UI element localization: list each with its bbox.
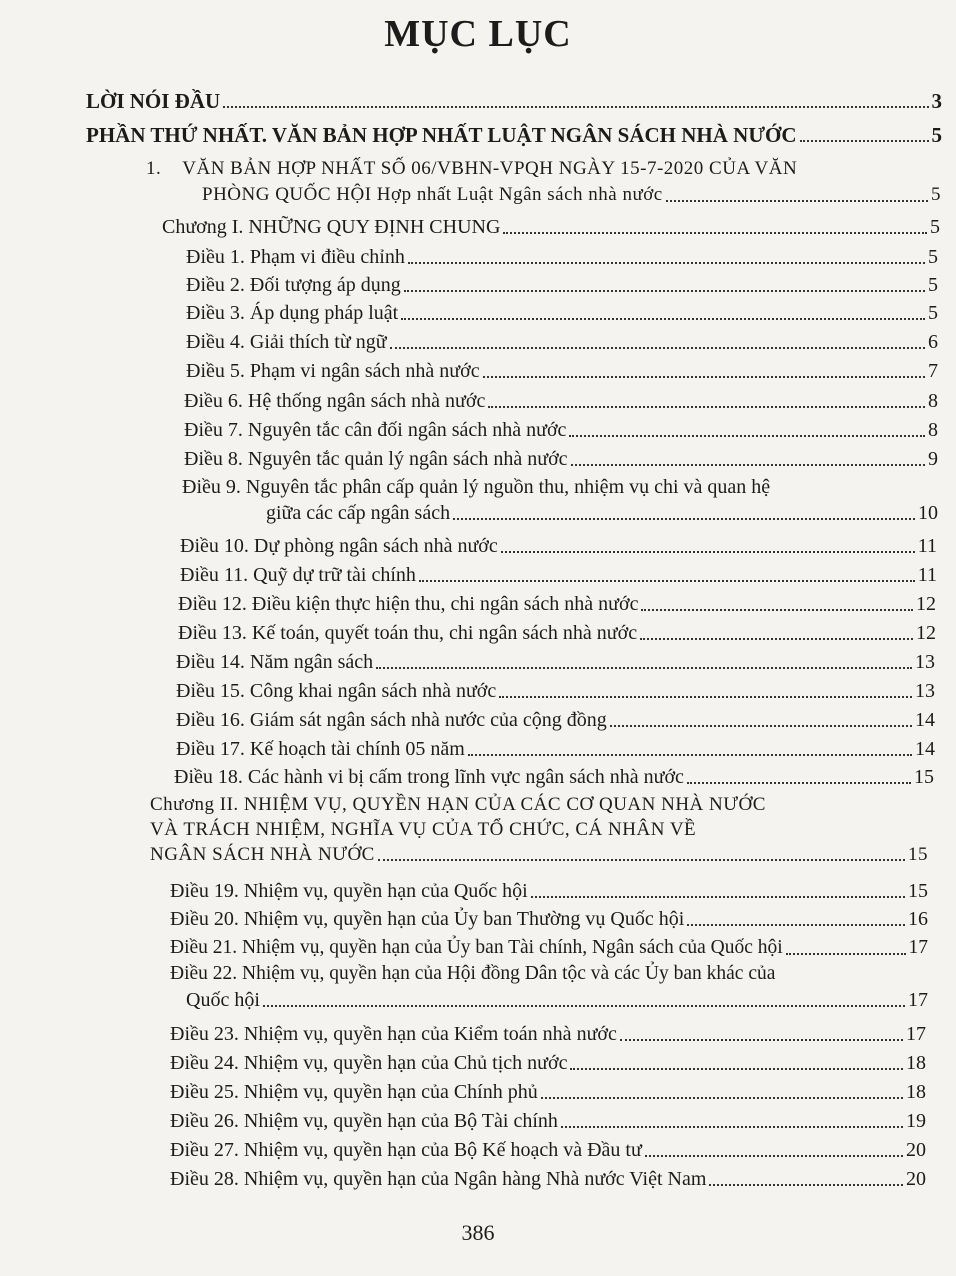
toc-entry-text: Điều 12. Điều kiện thực hiện thu, chi ngân sách nhà nước [178, 593, 639, 615]
leader-dots [687, 923, 905, 926]
leader-dots [223, 105, 928, 108]
toc-entry-article[interactable] [176, 678, 935, 704]
toc-entry-page: 17 [908, 937, 928, 958]
toc-entry-page: 5 [931, 184, 941, 205]
toc-entry-page: 18 [906, 1081, 926, 1103]
toc-entry-text: Điều 15. Công khai ngân sách nhà nước [176, 680, 497, 702]
toc-entry-page: 7 [928, 360, 938, 382]
toc-entry-text: Điều 20. Nhiệm vụ, quyền hạn của Ủy ban Thường vụ Quốc hội [170, 908, 685, 930]
toc-entry-part-one[interactable] [86, 122, 942, 148]
toc-entry-page: 15 [908, 880, 928, 902]
toc-entry-article[interactable] [180, 533, 937, 559]
toc-entry-page: 14 [915, 709, 935, 731]
leader-dots [800, 139, 929, 142]
toc-entry-page: 15 [914, 766, 934, 788]
toc-entry-article[interactable] [186, 272, 938, 298]
toc-entry-article[interactable] [170, 878, 928, 904]
toc-entry-text: PHẦN THỨ NHẤT. VĂN BẢN HỢP NHẤT LUẬT NGÂN SÁCH NHÀ NƯỚC [86, 123, 797, 147]
toc-entry-page: 14 [915, 738, 935, 760]
toc-entry-chapter-1[interactable] [162, 214, 940, 240]
toc-entry-text: Điều 13. Kế toán, quyết toán thu, chi ngân sách nhà nước [178, 622, 638, 644]
leader-dots [376, 666, 912, 669]
toc-entry-article[interactable] [170, 1166, 926, 1192]
toc-entry-article[interactable] [170, 1079, 926, 1105]
toc-entry-page: 5 [928, 246, 938, 268]
toc-entry-article[interactable] [186, 329, 938, 355]
toc-entry-page: 12 [916, 593, 936, 615]
toc-entry-article[interactable] [184, 446, 938, 472]
toc-entry-article[interactable] [170, 935, 928, 961]
toc-entry-page: 8 [928, 419, 938, 441]
toc-entry-text: Điều 19. Nhiệm vụ, quyền hạn của Quốc hội [170, 880, 528, 902]
toc-entry-page: 15 [908, 844, 928, 865]
toc-entry-text: Điều 6. Hệ thống ngân sách nhà nước [184, 390, 486, 412]
leader-dots [419, 579, 915, 582]
leader-dots [641, 608, 913, 611]
leader-dots [666, 199, 928, 202]
toc-entry-text: Điều 11. Quỹ dự trữ tài chính [180, 564, 416, 586]
toc-entry-text: Chương I. NHỮNG QUY ĐỊNH CHUNG [162, 216, 501, 238]
toc-entry-page: 17 [908, 989, 928, 1011]
toc-entry-page: 20 [906, 1168, 926, 1190]
toc-entry-article[interactable] [170, 1108, 926, 1134]
toc-entry-text-line2: VÀ TRÁCH NHIỆM, NGHĨA VỤ CỦA TỔ CHỨC, CÁ NHÂN VỀ [150, 819, 697, 840]
toc-entry-page: 9 [928, 448, 938, 470]
toc-entry-text: Điều 16. Giám sát ngân sách nhà nước của cộng đồng [176, 709, 607, 731]
leader-dots [483, 375, 925, 378]
toc-entry-text-line2: PHÒNG QUỐC HỘI Hợp nhất Luật Ngân sách nhà nước [202, 184, 663, 205]
leader-dots [503, 231, 927, 234]
leader-dots [610, 724, 912, 727]
toc-entry-page: 5 [930, 216, 940, 238]
toc-entry-text-line2: giữa các cấp ngân sách [266, 502, 451, 524]
toc-entry-text: Điều 5. Phạm vi ngân sách nhà nước [186, 360, 480, 382]
toc-entry-text: Điều 7. Nguyên tắc cân đối ngân sách nhà nước [184, 419, 567, 441]
leader-dots [378, 858, 905, 861]
toc-entry-text: Điều 28. Nhiệm vụ, quyền hạn của Ngân hàng Nhà nước Việt Nam [170, 1168, 707, 1190]
toc-entry-article[interactable] [170, 1050, 926, 1076]
leader-dots [531, 895, 905, 898]
toc-entry-article[interactable] [170, 1021, 926, 1047]
leader-dots [570, 1067, 903, 1070]
toc-entry-text-line1: Điều 9. Nguyên tắc phân cấp quản lý nguồn thu, nhiệm vụ chi và quan hệ [182, 476, 771, 498]
leader-dots [620, 1038, 903, 1041]
toc-entry-page: 17 [906, 1023, 926, 1045]
leader-dots [408, 261, 925, 264]
toc-entry-text: Điều 1. Phạm vi điều chỉnh [186, 246, 405, 268]
leader-dots [561, 1125, 903, 1128]
toc-entry-page: 5 [931, 123, 942, 147]
toc-entry-page: 3 [931, 89, 942, 113]
leader-dots [453, 517, 915, 520]
leader-dots [263, 1004, 905, 1007]
toc-entry-text: Điều 3. Áp dụng pháp luật [186, 302, 399, 324]
toc-entry-text: Điều 23. Nhiệm vụ, quyền hạn của Kiểm toán nhà nước [170, 1023, 617, 1045]
toc-entry-page: 10 [918, 502, 938, 524]
toc-entry-page: 6 [928, 331, 938, 353]
toc-entry-text-line3: NGÂN SÁCH NHÀ NƯỚC [150, 844, 375, 865]
toc-entry-article[interactable] [184, 417, 938, 443]
toc-entry-text: Điều 14. Năm ngân sách [176, 651, 374, 673]
leader-dots [569, 434, 925, 437]
toc-entry-text-line2: Quốc hội [186, 989, 260, 1011]
toc-entry-text-line1: Điều 22. Nhiệm vụ, quyền hạn của Hội đồng Dân tộc và các Ủy ban khác của [170, 963, 776, 984]
toc-entry-article[interactable] [176, 736, 935, 762]
toc-entry-article[interactable] [186, 358, 938, 384]
toc-entry-page: 5 [928, 274, 938, 296]
toc-entry-page: 18 [906, 1052, 926, 1074]
toc-entry-text: Điều 21. Nhiệm vụ, quyền hạn của Ủy ban Tài chính, Ngân sách của Quốc hội [170, 937, 783, 958]
toc-entry-text: LỜI NÓI ĐẦU [86, 89, 221, 113]
toc-entry-page: 11 [917, 535, 937, 557]
leader-dots [401, 317, 925, 320]
toc-entry-article[interactable] [180, 562, 937, 588]
leader-dots [501, 550, 915, 553]
leader-dots [468, 753, 912, 756]
page-title: MỤC LỤC [384, 13, 572, 55]
toc-entry-text: Điều 2. Đối tượng áp dụng [186, 274, 401, 296]
toc-entry-article[interactable] [178, 620, 936, 646]
toc-entry-article[interactable] [178, 591, 936, 617]
page-number: 386 [461, 1220, 495, 1245]
toc-entry-document-1[interactable] [146, 156, 941, 208]
toc-entry-text-line1: VĂN BẢN HỢP NHẤT SỐ 06/VBHN-VPQH NGÀY 15-7-2020 CỦA VĂN [182, 158, 798, 179]
toc-entry-article-22[interactable] [170, 961, 928, 1013]
toc-entry-article-9[interactable] [182, 474, 938, 526]
toc-entry-page: 20 [906, 1139, 926, 1161]
toc-entry-article[interactable] [170, 1137, 926, 1163]
leader-dots [786, 952, 906, 955]
toc-entry-text-line1: Chương II. NHIỆM VỤ, QUYỀN HẠN CỦA CÁC CƠ QUAN NHÀ NƯỚC [150, 794, 766, 815]
toc-entry-text: Điều 4. Giải thích từ ngữ [186, 331, 387, 353]
toc-entry-article[interactable] [176, 649, 935, 675]
toc-entry-page: 19 [906, 1110, 926, 1132]
leader-dots [709, 1183, 903, 1186]
leader-dots [571, 463, 925, 466]
toc-entry-text: Điều 8. Nguyên tắc quản lý ngân sách nhà nước [184, 448, 568, 470]
leader-dots [499, 695, 912, 698]
toc-entry-text: Điều 27. Nhiệm vụ, quyền hạn của Bộ Kế hoạch và Đầu tư [170, 1139, 642, 1161]
leader-dots [541, 1096, 903, 1099]
toc-entry-article[interactable] [176, 707, 935, 733]
toc-entry-article[interactable] [174, 764, 934, 790]
toc-entry-number: 1. [146, 158, 162, 179]
toc-entry-page: 11 [917, 564, 937, 586]
leader-dots [640, 637, 913, 640]
leader-dots [645, 1154, 903, 1157]
toc-entry-text: Điều 10. Dự phòng ngân sách nhà nước [180, 535, 498, 557]
leader-dots [488, 405, 925, 408]
toc-entry-page: 13 [915, 680, 935, 702]
toc-entry-text: Điều 24. Nhiệm vụ, quyền hạn của Chủ tịch nước [170, 1052, 568, 1074]
toc-entry-page: 13 [915, 651, 935, 673]
toc-entry-text: Điều 26. Nhiệm vụ, quyền hạn của Bộ Tài chính [170, 1110, 558, 1132]
toc-entry-article[interactable] [186, 300, 938, 326]
toc-entry-text: Điều 25. Nhiệm vụ, quyền hạn của Chính phủ [170, 1081, 538, 1103]
toc-entry-page: 5 [928, 302, 938, 324]
toc-entry-text: Điều 18. Các hành vi bị cấm trong lĩnh vực ngân sách nhà nước [174, 766, 684, 788]
leader-dots [390, 346, 925, 349]
toc-entry-page: 8 [928, 390, 938, 412]
toc-entry-text: Điều 17. Kế hoạch tài chính 05 năm [176, 738, 465, 760]
leader-dots [404, 289, 925, 292]
toc-entry-chapter-2[interactable] [150, 792, 928, 867]
toc-entry-page: 16 [908, 908, 928, 930]
toc-entry-page: 12 [916, 622, 936, 644]
leader-dots [687, 781, 911, 784]
toc-entry-article[interactable] [170, 906, 928, 932]
toc-entry-article[interactable] [184, 388, 938, 414]
toc-entry-preface[interactable] [86, 88, 942, 114]
toc-entry-article[interactable] [186, 244, 938, 270]
